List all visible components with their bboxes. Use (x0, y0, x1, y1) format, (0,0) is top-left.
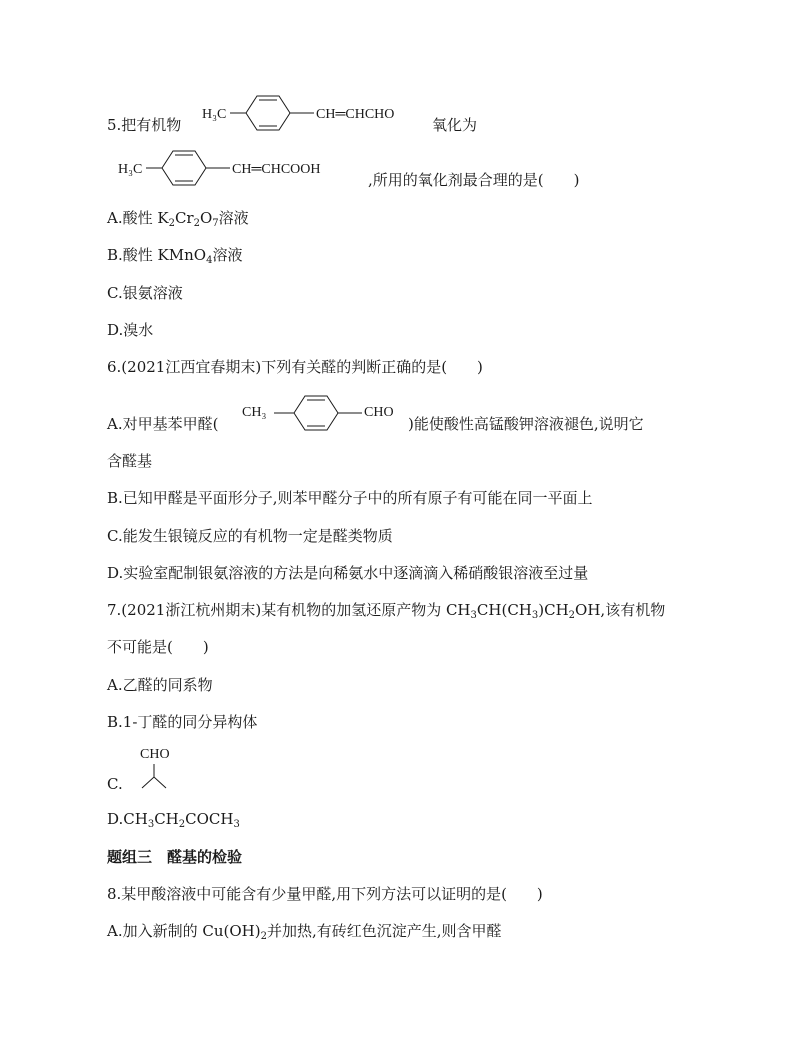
q7-stem (107, 600, 665, 620)
q6-option-a-text2: )能使酸性高锰酸钾溶液褪色,说明它 (408, 415, 644, 433)
q7-option-d-text: D.CH (107, 810, 148, 828)
section-title: 题组三 醛基的检验 (107, 848, 243, 866)
q6-option-b (107, 488, 593, 508)
q5-stem-line (107, 115, 181, 135)
q5-option-a-sub1: 2 (168, 218, 175, 229)
q5-option-c-text: C.银氨溶液 (107, 284, 183, 302)
q5-product-structure (114, 147, 374, 189)
q7-option-c-group: CHO (140, 747, 170, 762)
q6-struct-left-group: CH₃ (242, 405, 267, 420)
q7-option-b-text: B.1-丁醛的同分异构体 (107, 713, 258, 731)
q6-option-a-text3: 含醛基 (107, 452, 153, 470)
q5-option-a-text: A.酸性 K (107, 209, 169, 227)
q7-option-c-structure (130, 740, 190, 794)
section-heading (107, 847, 242, 867)
q6-option-d (107, 563, 588, 583)
q5-option-b-text2: 溶液 (212, 246, 243, 264)
q7-option-a-text: A.乙醛的同系物 (107, 676, 213, 694)
q7-option-a (107, 675, 213, 695)
q5-option-a-text3: O (199, 209, 213, 227)
q6-option-a-cont (107, 451, 152, 471)
q7-stem-sub2: 3 (531, 610, 539, 621)
q5-product-left-group: H₃C (118, 162, 143, 177)
q5-option-a-text2: Cr (174, 209, 194, 227)
q5-option-b (107, 245, 242, 265)
q7-option-d-sub1: 3 (147, 819, 155, 830)
q7-option-d (107, 809, 240, 829)
q6-option-a-pre (107, 414, 218, 434)
q8-stem (107, 884, 543, 904)
q7-option-d-text3: COCH (185, 810, 234, 828)
q5-option-a-text4: 溶液 (218, 209, 249, 227)
q7-option-d-sub2: 2 (178, 819, 186, 830)
q7-stem-sub3: 2 (568, 610, 576, 621)
q5-option-a (107, 208, 249, 228)
q7-stem-cont (107, 637, 209, 657)
q6-structure (238, 392, 408, 434)
q5-option-d-text: D.溴水 (107, 321, 154, 339)
q5-option-a-sub2: 2 (193, 218, 200, 229)
q7-stem-text2: CH(CH (476, 601, 532, 619)
q7-stem-sub1: 3 (470, 610, 477, 621)
q6-option-a-text: A.对甲基苯甲醛( (107, 415, 219, 433)
q8-option-a-text: A.加入新制的 Cu(OH) (107, 922, 261, 940)
q7-stem-text4: OH,该有机物 (575, 601, 666, 619)
q6-option-c-text: C.能发生银镜反应的有机物一定是醛类物质 (107, 527, 393, 545)
q5-stem-prefix: 5.把有机物 (107, 116, 182, 134)
q7-option-c (107, 774, 123, 794)
q8-stem-text: 8.某甲酸溶液中可能含有少量甲醛,用下列方法可以证明的是( ) (107, 885, 543, 903)
q5-product-right-group: CH═CHCOOH (232, 162, 321, 177)
q5-stem-suffix: 氧化为 (432, 116, 478, 134)
q6-stem-text: 6.(2021江西宜春期末)下列有关醛的判断正确的是( ) (107, 358, 483, 376)
q8-option-a-sub: 2 (260, 931, 267, 942)
q5-option-d (107, 320, 153, 340)
q8-option-a-text2: 并加热,有砖红色沉淀产生,则含甲醛 (266, 922, 502, 940)
q7-option-c-label: C. (107, 775, 123, 793)
q5-option-c (107, 283, 183, 303)
q6-option-b-text: B.已知甲醛是平面形分子,则苯甲醛分子中的所有原子有可能在同一平面上 (107, 489, 593, 507)
q5-reactant-structure (198, 92, 430, 134)
q5-reactant-right-group: CH═CHCHO (316, 107, 395, 122)
q6-struct-right-group: CHO (364, 405, 394, 420)
q5-option-a-sub3: 7 (212, 218, 219, 229)
q7-stem-cont-text: 不可能是( ) (107, 638, 209, 656)
q7-option-d-text2: CH (154, 810, 179, 828)
q5-stem-end: ,所用的氧化剂最合理的是( ) (368, 171, 580, 189)
q6-option-d-text: D.实验室配制银氨溶液的方法是向稀氨水中逐滴滴入稀硝酸银溶液至过量 (107, 564, 589, 582)
q7-option-b (107, 712, 257, 732)
q5-stem-suffix-line (432, 115, 477, 135)
q5-option-b-sub: 4 (206, 255, 213, 266)
q7-option-d-sub3: 3 (233, 819, 240, 830)
q7-stem-text: 7.(2021浙江杭州期末)某有机物的加氢还原产物为 CH (107, 601, 471, 619)
q5-option-b-text: B.酸性 KMnO (107, 246, 207, 264)
q6-option-a-post (408, 414, 644, 434)
q5-reactant-left-group: H₃C (202, 107, 227, 122)
q5-stem-end-line (368, 170, 579, 190)
q6-stem (107, 357, 483, 377)
q6-option-c (107, 526, 393, 546)
q7-stem-text3: )CH (538, 601, 569, 619)
q8-option-a (107, 921, 502, 941)
